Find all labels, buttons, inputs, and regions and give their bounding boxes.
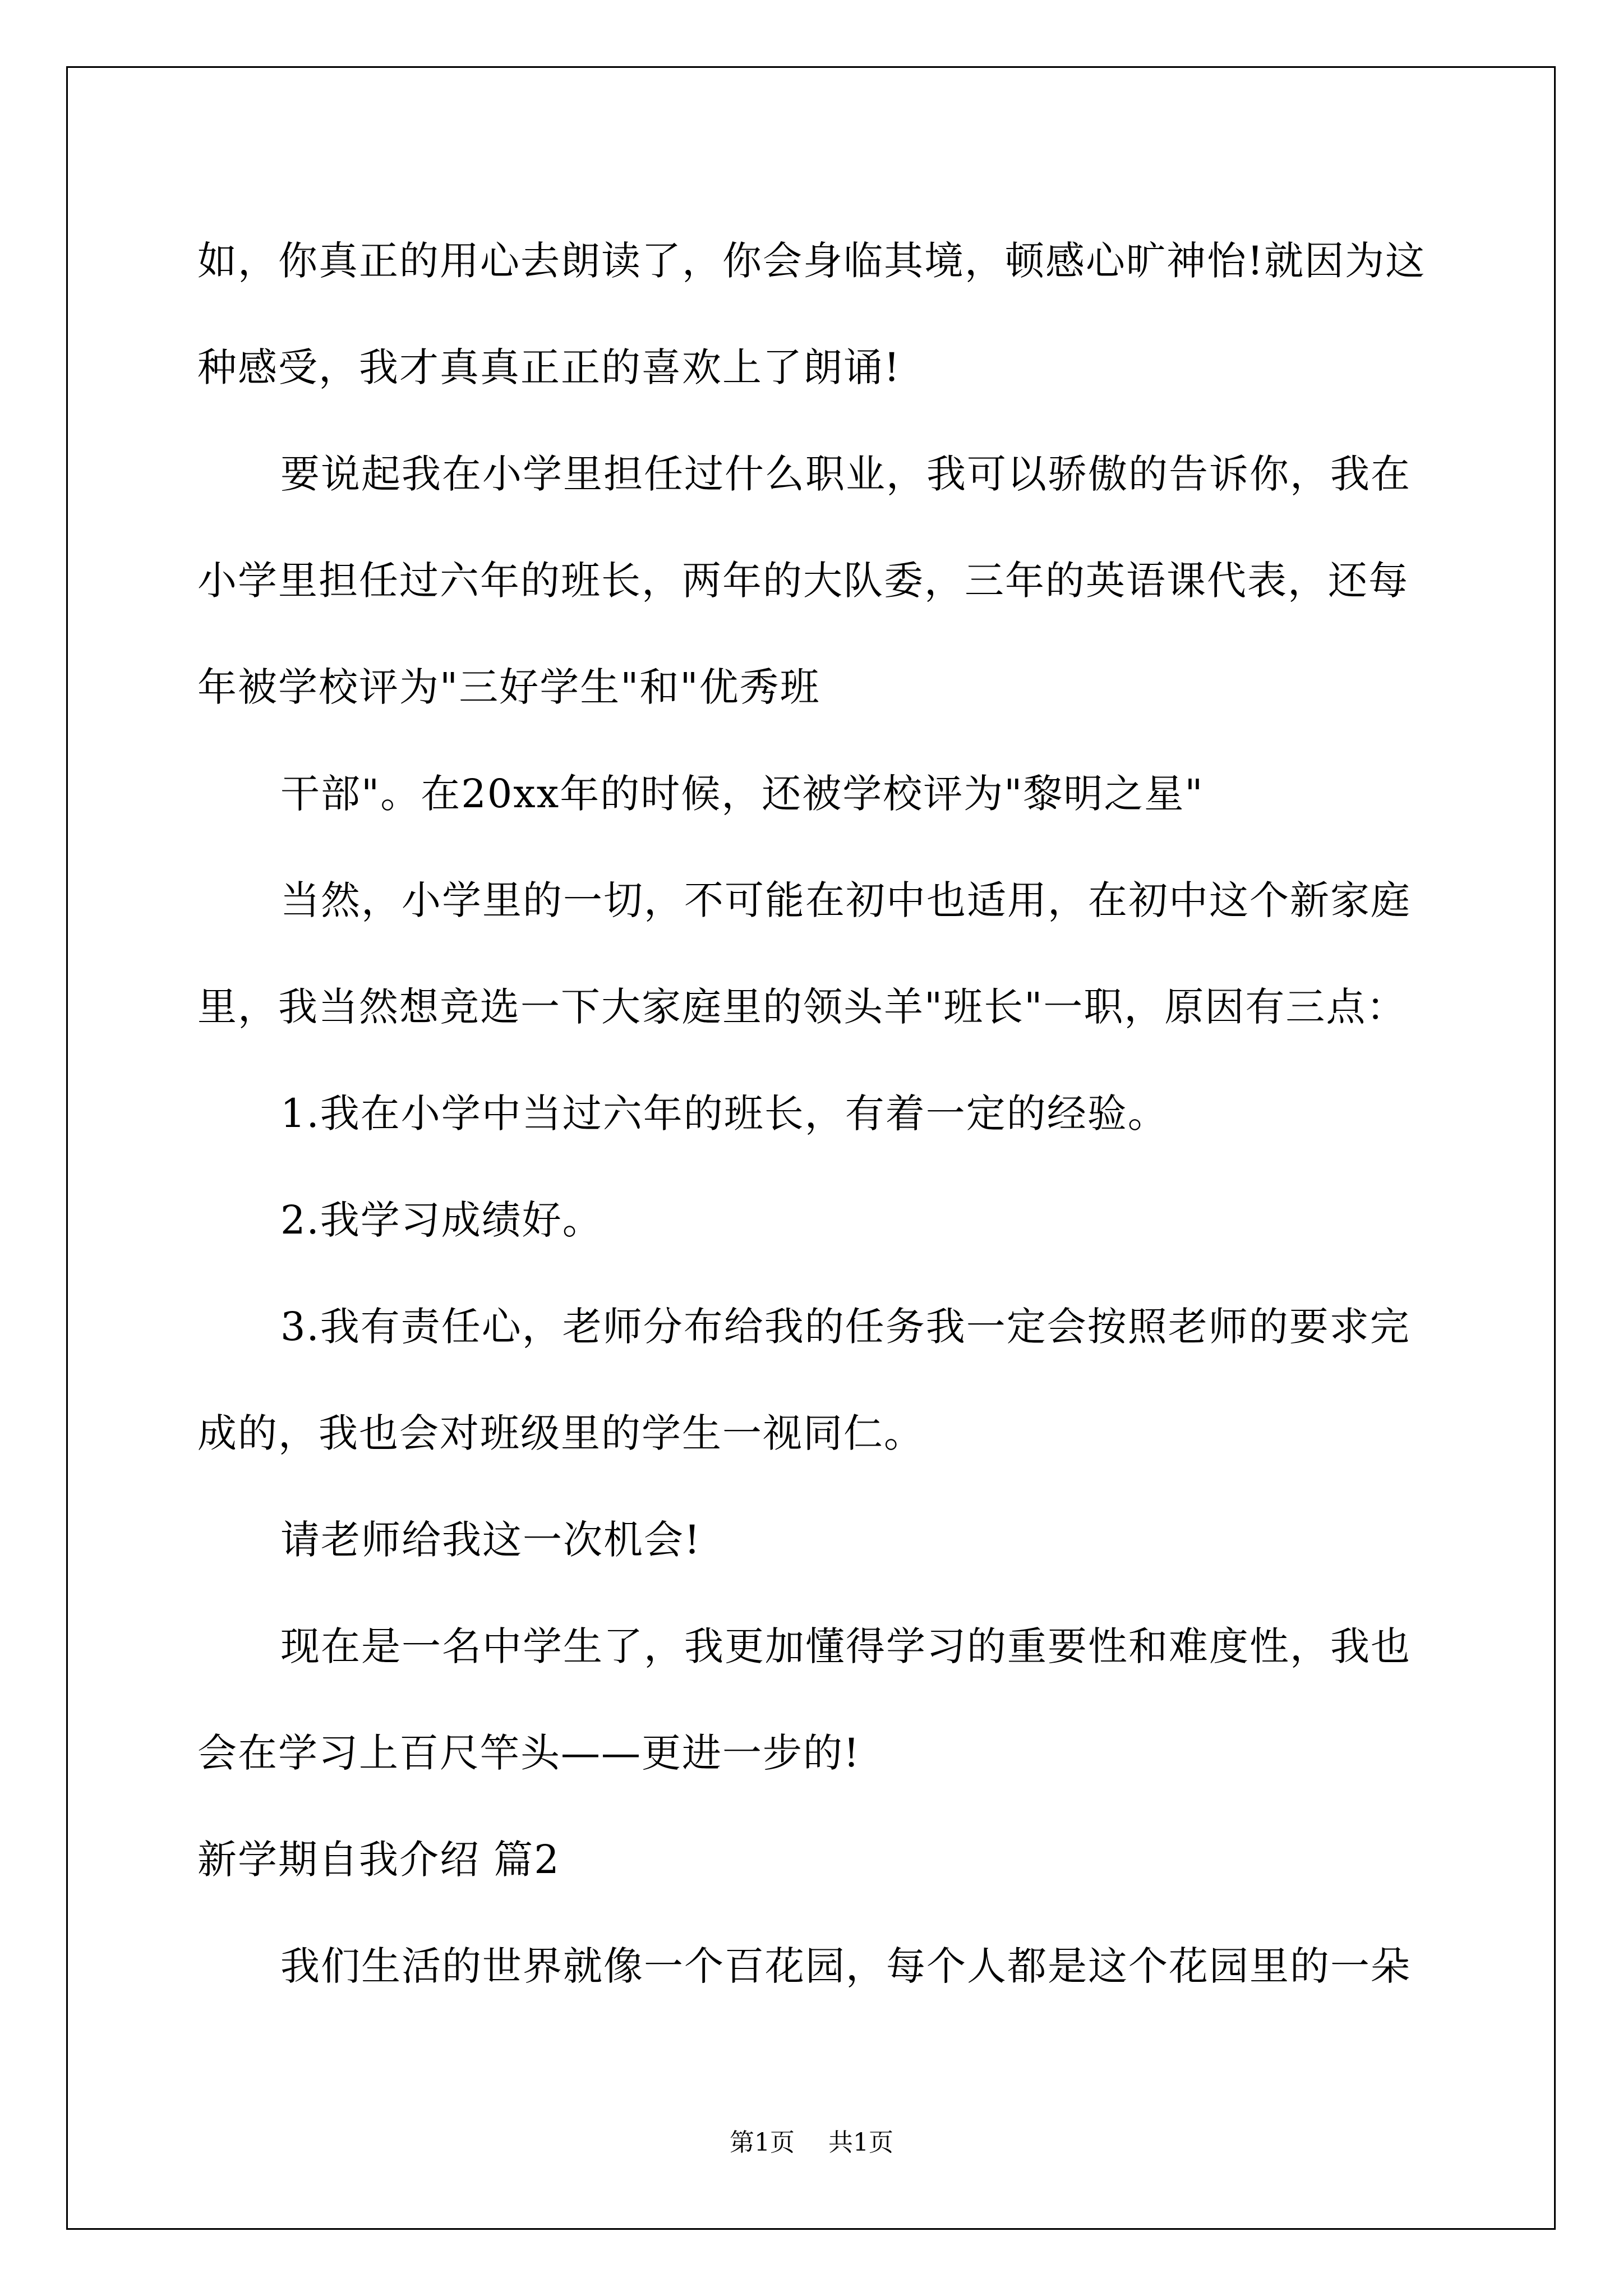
text-line: 现在是一名中学生了，我更加懂得学习的重要性和难度性，我也: [280, 1623, 1411, 1669]
text-line: 年被学校评为"三好学生"和"优秀班: [197, 664, 820, 710]
text-line: 会在学习上百尺竿头——更进一步的!: [197, 1730, 861, 1776]
text-line: 如，你真正的用心去朗读了，你会身临其境，顿感心旷神怡!就因为这: [197, 238, 1426, 284]
page-total: 共1页: [828, 2128, 893, 2157]
text-line: 干部"。在20xx年的时候，还被学校评为"黎明之星": [280, 771, 1204, 817]
list-item: 2.我学习成绩好。: [280, 1197, 603, 1243]
text-line: 请老师给我这一次机会!: [280, 1517, 702, 1563]
text-line: 当然，小学里的一切，不可能在初中也适用，在初中这个新家庭: [280, 877, 1411, 923]
document-body: [197, 208, 1437, 2019]
page-footer: [0, 2126, 1623, 2160]
list-item: 3.我有责任心，老师分布给我的任务我一定会按照老师的要求完: [280, 1304, 1410, 1350]
list-item: 1.我在小学中当过六年的班长，有着一定的经验。: [280, 1091, 1168, 1137]
text-line: 里，我当然想竞选一下大家庭里的领头羊"班长"一职，原因有三点：: [197, 984, 1407, 1030]
text-line: 要说起我在小学里担任过什么职业，我可以骄傲的告诉你，我在: [280, 451, 1411, 497]
text-line: 种感受，我才真真正正的喜欢上了朗诵!: [197, 344, 901, 390]
text-line: 我们生活的世界就像一个百花园，每个人都是这个花园里的一朵: [280, 1943, 1411, 1989]
page-number: 第1页: [730, 2128, 795, 2157]
text-line: 小学里担任过六年的班长，两年的大队委，三年的英语课代表，还每: [197, 558, 1409, 604]
text-line: 成的，我也会对班级里的学生一视同仁。: [197, 1410, 924, 1456]
section-heading: 新学期自我介绍 篇2: [197, 1837, 560, 1883]
